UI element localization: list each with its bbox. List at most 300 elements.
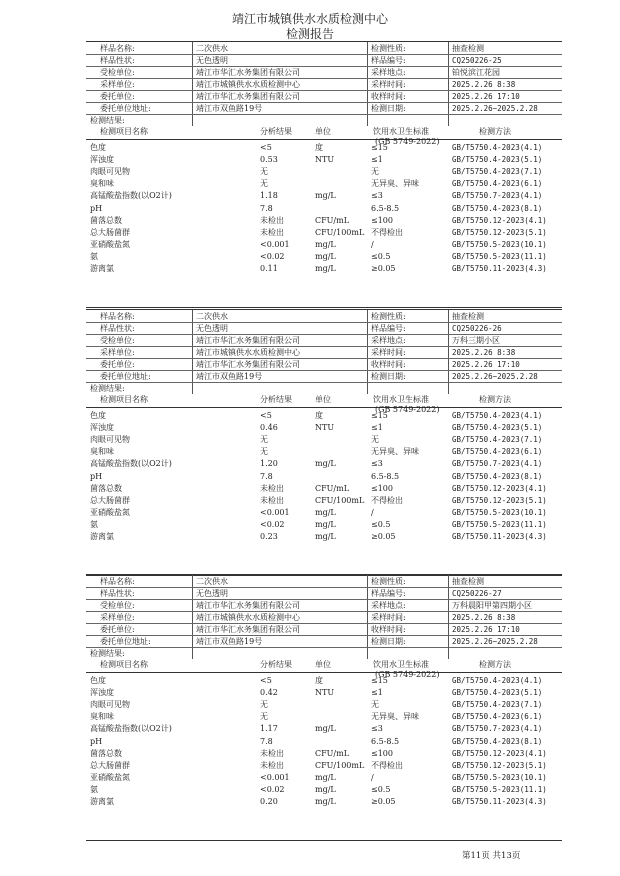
cell-method: GB/T5750.5-2023(10.1) [452,507,547,517]
grid-rule [86,611,562,612]
cell-result: 7.8 [260,736,273,746]
cell-method: GB/T5750.11-2023(4.3) [452,264,547,273]
cell-result: 未检出 [260,760,284,770]
cell-result: <0.02 [260,519,285,529]
meta-value-inspection-type: 抽查检测 [452,44,484,53]
column-header-standard: 饮用水卫生标准 [373,395,429,404]
meta-label-sample-trait: 样品性状: [100,324,135,333]
cell-result: 1.18 [260,191,278,201]
cell-unit: NTU [315,155,335,165]
meta-label-inspection-type: 检测性质: [371,577,406,586]
table-row [86,749,562,760]
cell-method: GB/T5750.4-2023(8.1) [452,736,543,746]
meta-value-receipt-time: 2025.2.26 17:10 [452,92,520,101]
meta-value-sampling-unit: 靖江市城镇供水水质检测中心 [196,613,300,622]
cell-item: 色度 [90,676,106,685]
cell-method: GB/T5750.4-2023(5.1) [452,688,543,698]
cell-result: 0.20 [260,797,278,806]
cell-method: GB/T5750.4-2023(7.1) [452,167,543,177]
meta-value-entrusting-unit: 靖江市华汇水务集团有限公司 [196,625,300,634]
cell-unit: CFU/100mL [315,495,365,505]
header-rule [86,407,562,408]
grid-rule [86,647,562,648]
cell-method: GB/T5750.5-2023(10.1) [452,772,547,782]
cell-standard: ≤100 [371,748,393,758]
cell-result: 未检出 [260,483,284,493]
meta-label-sample-no: 样品编号: [371,589,406,598]
cell-unit: mg/L [315,507,336,517]
meta-value-entrusting-address: 靖江市双鱼路19号 [196,372,263,381]
meta-label-receipt-time: 收样时间: [371,92,406,101]
meta-label-sample-trait: 样品性状: [100,589,135,598]
cell-result: 0.42 [260,688,278,698]
meta-value-inspection-type: 抽查检测 [452,577,484,586]
cell-unit: NTU [315,423,335,433]
cell-method: GB/T5750.4-2023(4.1) [452,676,543,685]
table-row [86,435,562,446]
cell-item: 游离氯 [90,264,114,273]
meta-label-entrusting-unit: 委托单位: [100,92,135,101]
cell-standard: ≤1 [371,688,383,698]
column-header-item: 检测项目名称 [100,127,148,136]
column-header-result: 分析结果 [260,395,292,404]
table-row [86,228,562,239]
meta-label-inspection-type: 检测性质: [371,312,406,321]
grid-rule [86,358,562,359]
cell-unit: mg/L [315,191,336,201]
cell-method: GB/T5750.4-2023(6.1) [452,712,543,722]
column-header-unit: 单位 [315,127,331,136]
meta-value-sample-name: 二次供水 [196,312,228,321]
cell-result: 1.20 [260,459,278,469]
cell-standard: ≤3 [371,191,383,201]
meta-value-sampling-site: 万科晨阳甲第四期小区 [452,601,532,610]
cell-result: 0.23 [260,532,278,541]
column-header-method: 检测方法 [479,395,511,404]
column-header-result: 分析结果 [260,660,292,669]
cell-result: 0.46 [260,423,278,433]
grid-rule [86,370,562,371]
document-title: 靖江市城镇供水水质检测中心 [231,12,388,26]
grid-rule [86,90,562,91]
meta-value-sampling-site: 铂悦滨江花园 [452,68,500,77]
cell-item: 氨 [90,784,98,794]
grid-rule [86,78,562,79]
grid-rule [86,102,562,103]
cell-item: 臭和味 [90,179,114,189]
meta-label-entrusting-address: 委托单位地址: [100,104,151,113]
cell-result: <0.02 [260,251,285,261]
cell-method: GB/T5750.12-2023(4.1) [452,215,547,225]
cell-method: GB/T5750.12-2023(5.1) [452,495,547,505]
table-row [86,204,562,215]
cell-item: 总大肠菌群 [90,760,130,770]
table-row [86,785,562,796]
cell-method: GB/T5750.4-2023(4.1) [452,143,543,152]
column-header-method: 检测方法 [479,660,511,669]
cell-result: <0.001 [260,772,290,782]
meta-label-sampling-time: 采样时间: [371,613,406,622]
results-label: 检测结果: [90,649,125,658]
cell-standard: ≤0.5 [371,251,391,261]
cell-item: 高锰酸盐指数(以O2计) [90,724,172,734]
meta-value-inspected-unit: 靖江市华汇水务集团有限公司 [196,68,300,77]
cell-result: 未检出 [260,227,284,237]
cell-item: 总大肠菌群 [90,495,130,505]
meta-label-inspection-date: 检测日期: [371,372,406,381]
meta-value-entrusting-address: 靖江市双鱼路19号 [196,637,263,646]
cell-method: GB/T5750.7-2023(4.1) [452,191,543,201]
table-row [86,264,562,275]
cell-result: <5 [260,676,272,685]
column-header-unit: 单位 [315,395,331,404]
cell-item: 亚硝酸盐氮 [90,772,130,782]
cell-method: GB/T5750.12-2023(5.1) [452,227,547,237]
cell-result: 未检出 [260,748,284,758]
meta-label-sampling-time: 采样时间: [371,348,406,357]
meta-value-sample-name: 二次供水 [196,577,228,586]
page-indicator: 第11页 共13页 [462,851,521,861]
column-header-standard-code: (GB 5749-2022) [375,670,440,679]
cell-method: GB/T5750.7-2023(4.1) [452,724,543,734]
column-header-item: 检测项目名称 [100,395,148,404]
cell-item: 色度 [90,411,106,420]
meta-label-receipt-time: 收样时间: [371,360,406,369]
meta-value-sampling-time: 2025.2.26 8:38 [452,80,516,89]
cell-standard: / [371,772,374,782]
cell-standard: ≤1 [371,423,383,433]
table-row [86,167,562,178]
column-header-item: 检测项目名称 [100,660,148,669]
cell-result: <5 [260,411,272,420]
meta-label-sampling-site: 采样地点: [371,336,406,345]
cell-standard: 无 [371,435,379,445]
meta-label-entrusting-address: 委托单位地址: [100,372,151,381]
meta-label-inspection-date: 检测日期: [371,637,406,646]
meta-value-entrusting-unit: 靖江市华汇水务集团有限公司 [196,360,300,369]
cell-standard: / [371,239,374,249]
table-row [86,508,562,519]
cell-result: 7.8 [260,471,273,481]
cell-result: 无 [260,700,268,710]
table-row [86,459,562,470]
cell-unit: mg/L [315,519,336,529]
table-row [86,676,562,687]
grid-rule [86,334,562,335]
cell-item: 臭和味 [90,447,114,457]
cell-standard: 无异臭、异味 [371,179,419,189]
cell-standard: ≤0.5 [371,519,391,529]
table-row [86,700,562,711]
cell-result: 0.11 [260,264,278,273]
table-row [86,773,562,784]
cell-unit: CFU/100mL [315,760,365,770]
cell-standard: ≤15 [371,676,388,685]
cell-standard: ≥0.05 [371,264,396,273]
meta-value-sample-trait: 无色透明 [196,56,228,65]
cell-method: GB/T5750.4-2023(7.1) [452,700,543,710]
cell-item: 浑浊度 [90,155,114,165]
grid-rule [86,587,562,588]
meta-value-sampling-unit: 靖江市城镇供水水质检测中心 [196,348,300,357]
cell-method: GB/T5750.5-2023(11.1) [452,519,547,529]
meta-label-inspection-date: 检测日期: [371,104,406,113]
table-row [86,712,562,723]
header-rule [86,672,562,673]
column-header-standard: 饮用水卫生标准 [373,127,429,136]
cell-standard: ≤0.5 [371,784,391,794]
meta-value-sampling-time: 2025.2.26 8:38 [452,348,516,357]
meta-label-receipt-time: 收样时间: [371,625,406,634]
table-row [86,252,562,263]
meta-label-sampling-time: 采样时间: [371,80,406,89]
meta-label-inspected-unit: 受检单位: [100,68,135,77]
cell-item: 总大肠菌群 [90,227,130,237]
table-row [86,472,562,483]
meta-label-sample-name: 样品名称: [100,44,135,53]
sample-section [86,574,562,841]
table-row [86,761,562,772]
table-row [86,143,562,154]
results-label: 检测结果: [90,116,125,125]
table-row [86,423,562,434]
cell-standard: 6.5-8.5 [371,736,400,746]
meta-value-receipt-time: 2025.2.26 17:10 [452,360,520,369]
cell-unit: mg/L [315,264,336,273]
grid-rule [86,623,562,624]
grid-rule [86,54,562,55]
meta-value-inspection-date: 2025.2.26~2025.2.28 [452,372,538,381]
meta-label-sampling-site: 采样地点: [371,68,406,77]
cell-item: 菌落总数 [90,748,122,758]
cell-unit: mg/L [315,724,336,734]
meta-value-sampling-time: 2025.2.26 8:38 [452,613,516,622]
document-subtitle: 检测报告 [285,27,334,41]
column-header-standard-code: (GB 5749-2022) [375,405,440,414]
meta-value-sample-trait: 无色透明 [196,589,228,598]
cell-item: 色度 [90,143,106,152]
cell-unit: NTU [315,688,335,698]
meta-value-inspected-unit: 靖江市华汇水务集团有限公司 [196,336,300,345]
header-rule [86,139,562,140]
cell-result: 无 [260,712,268,722]
grid-rule [86,114,562,115]
cell-result: 1.17 [260,724,278,734]
table-row [86,411,562,422]
meta-label-sampling-unit: 采样单位: [100,348,135,357]
grid-rule [86,599,562,600]
meta-label-entrusting-address: 委托单位地址: [100,637,151,646]
meta-label-sampling-site: 采样地点: [371,601,406,610]
sample-section [86,309,562,576]
meta-label-sample-no: 样品编号: [371,324,406,333]
table-row [86,520,562,531]
cell-standard: / [371,507,374,517]
meta-value-entrusting-address: 靖江市双鱼路19号 [196,104,263,113]
meta-label-sample-name: 样品名称: [100,577,135,586]
cell-item: 浑浊度 [90,423,114,433]
cell-method: GB/T5750.4-2023(6.1) [452,447,543,457]
cell-method: GB/T5750.12-2023(4.1) [452,748,547,758]
cell-method: GB/T5750.4-2023(7.1) [452,435,543,445]
meta-label-sample-name: 样品名称: [100,312,135,321]
table-row [86,688,562,699]
cell-method: GB/T5750.4-2023(8.1) [452,203,543,213]
cell-item: 肉眼可见物 [90,435,130,445]
cell-method: GB/T5750.11-2023(4.3) [452,797,547,806]
table-row [86,724,562,735]
cell-result: 无 [260,435,268,445]
meta-label-inspection-type: 检测性质: [371,44,406,53]
cell-result: <5 [260,143,272,152]
meta-value-sample-no: CQ250226-27 [452,589,502,598]
meta-value-entrusting-unit: 靖江市华汇水务集团有限公司 [196,92,300,101]
table-row [86,484,562,495]
meta-value-inspection-date: 2025.2.26~2025.2.28 [452,104,538,113]
cell-unit: mg/L [315,532,336,541]
meta-value-inspection-date: 2025.2.26~2025.2.28 [452,637,538,646]
meta-label-sampling-unit: 采样单位: [100,80,135,89]
table-row [86,532,562,543]
cell-unit: mg/L [315,784,336,794]
cell-item: 氨 [90,251,98,261]
cell-result: 无 [260,447,268,457]
grid-rule [86,382,562,383]
cell-unit: mg/L [315,251,336,261]
cell-unit: CFU/mL [315,215,350,225]
cell-item: 游离氯 [90,532,114,541]
cell-result: 0.53 [260,155,278,165]
cell-item: 肉眼可见物 [90,700,130,710]
table-row [86,240,562,251]
cell-method: GB/T5750.5-2023(11.1) [452,784,547,794]
cell-unit: CFU/mL [315,748,350,758]
cell-result: 未检出 [260,495,284,505]
table-row [86,447,562,458]
cell-result: 无 [260,167,268,177]
meta-value-sample-no: CQ250226-25 [452,56,502,65]
cell-method: GB/T5750.4-2023(4.1) [452,411,543,420]
meta-label-entrusting-unit: 委托单位: [100,360,135,369]
cell-method: GB/T5750.11-2023(4.3) [452,532,547,541]
cell-item: 肉眼可见物 [90,167,130,177]
cell-item: 游离氯 [90,797,114,806]
table-row [86,797,562,808]
cell-standard: 无 [371,700,379,710]
meta-label-sample-trait: 样品性状: [100,56,135,65]
cell-unit: mg/L [315,459,336,469]
cell-unit: CFU/100mL [315,227,365,237]
meta-value-sampling-unit: 靖江市城镇供水水质检测中心 [196,80,300,89]
meta-label-entrusting-unit: 委托单位: [100,625,135,634]
cell-item: pH [90,471,103,481]
meta-value-sample-name: 二次供水 [196,44,228,53]
cell-method: GB/T5750.12-2023(4.1) [452,483,547,493]
cell-unit: mg/L [315,797,336,806]
cell-unit: CFU/mL [315,483,350,493]
cell-method: GB/T5750.5-2023(10.1) [452,239,547,249]
cell-result: 未检出 [260,215,284,225]
cell-standard: ≤15 [371,143,388,152]
meta-label-sampling-unit: 采样单位: [100,613,135,622]
cell-standard: ≤3 [371,724,383,734]
cell-method: GB/T5750.4-2023(8.1) [452,471,543,481]
table-row [86,179,562,190]
grid-rule [86,635,562,636]
cell-standard: 无异臭、异味 [371,712,419,722]
column-header-standard: 饮用水卫生标准 [373,660,429,669]
meta-label-inspected-unit: 受检单位: [100,601,135,610]
meta-value-sample-no: CQ250226-26 [452,324,502,333]
cell-standard: 不得检出 [371,760,403,770]
cell-result: <0.02 [260,784,285,794]
table-row [86,216,562,227]
cell-item: 菌落总数 [90,215,122,225]
cell-standard: ≥0.05 [371,532,396,541]
cell-item: 臭和味 [90,712,114,722]
cell-unit: mg/L [315,239,336,249]
cell-item: pH [90,203,103,213]
table-row [86,191,562,202]
cell-standard: 6.5-8.5 [371,471,400,481]
meta-label-sample-no: 样品编号: [371,56,406,65]
cell-item: 高锰酸盐指数(以O2计) [90,459,172,469]
cell-standard: ≤15 [371,411,388,420]
column-header-method: 检测方法 [479,127,511,136]
cell-method: GB/T5750.5-2023(11.1) [452,251,547,261]
cell-unit: 度 [315,411,323,420]
cell-method: GB/T5750.4-2023(5.1) [452,423,543,433]
cell-standard: ≥0.05 [371,797,396,806]
cell-standard: 不得检出 [371,227,403,237]
column-header-standard-code: (GB 5749-2022) [375,137,440,146]
cell-item: 亚硝酸盐氮 [90,507,130,517]
meta-label-inspected-unit: 受检单位: [100,336,135,345]
cell-result: 无 [260,179,268,189]
cell-standard: 无异臭、异味 [371,447,419,457]
cell-result: 7.8 [260,203,273,213]
cell-item: 高锰酸盐指数(以O2计) [90,191,172,201]
cell-standard: 6.5-8.5 [371,203,400,213]
cell-item: 浑浊度 [90,688,114,698]
table-row [86,496,562,507]
cell-result: <0.001 [260,239,290,249]
table-row [86,737,562,748]
cell-standard: ≤1 [371,155,383,165]
meta-value-receipt-time: 2025.2.26 17:10 [452,625,520,634]
cell-unit: mg/L [315,772,336,782]
cell-unit: 度 [315,676,323,685]
meta-value-sampling-site: 万科三期小区 [452,336,500,345]
cell-standard: 无 [371,167,379,177]
cell-item: 亚硝酸盐氮 [90,239,130,249]
cell-method: GB/T5750.4-2023(6.1) [452,179,543,189]
cell-standard: ≤100 [371,215,393,225]
grid-rule [86,66,562,67]
grid-rule [86,346,562,347]
sample-section [86,41,562,308]
cell-standard: ≤100 [371,483,393,493]
column-header-result: 分析结果 [260,127,292,136]
table-row [86,155,562,166]
cell-standard: ≤3 [371,459,383,469]
column-header-unit: 单位 [315,660,331,669]
cell-standard: 不得检出 [371,495,403,505]
meta-value-sample-trait: 无色透明 [196,324,228,333]
cell-method: GB/T5750.12-2023(5.1) [452,760,547,770]
cell-result: <0.001 [260,507,290,517]
cell-item: pH [90,736,103,746]
